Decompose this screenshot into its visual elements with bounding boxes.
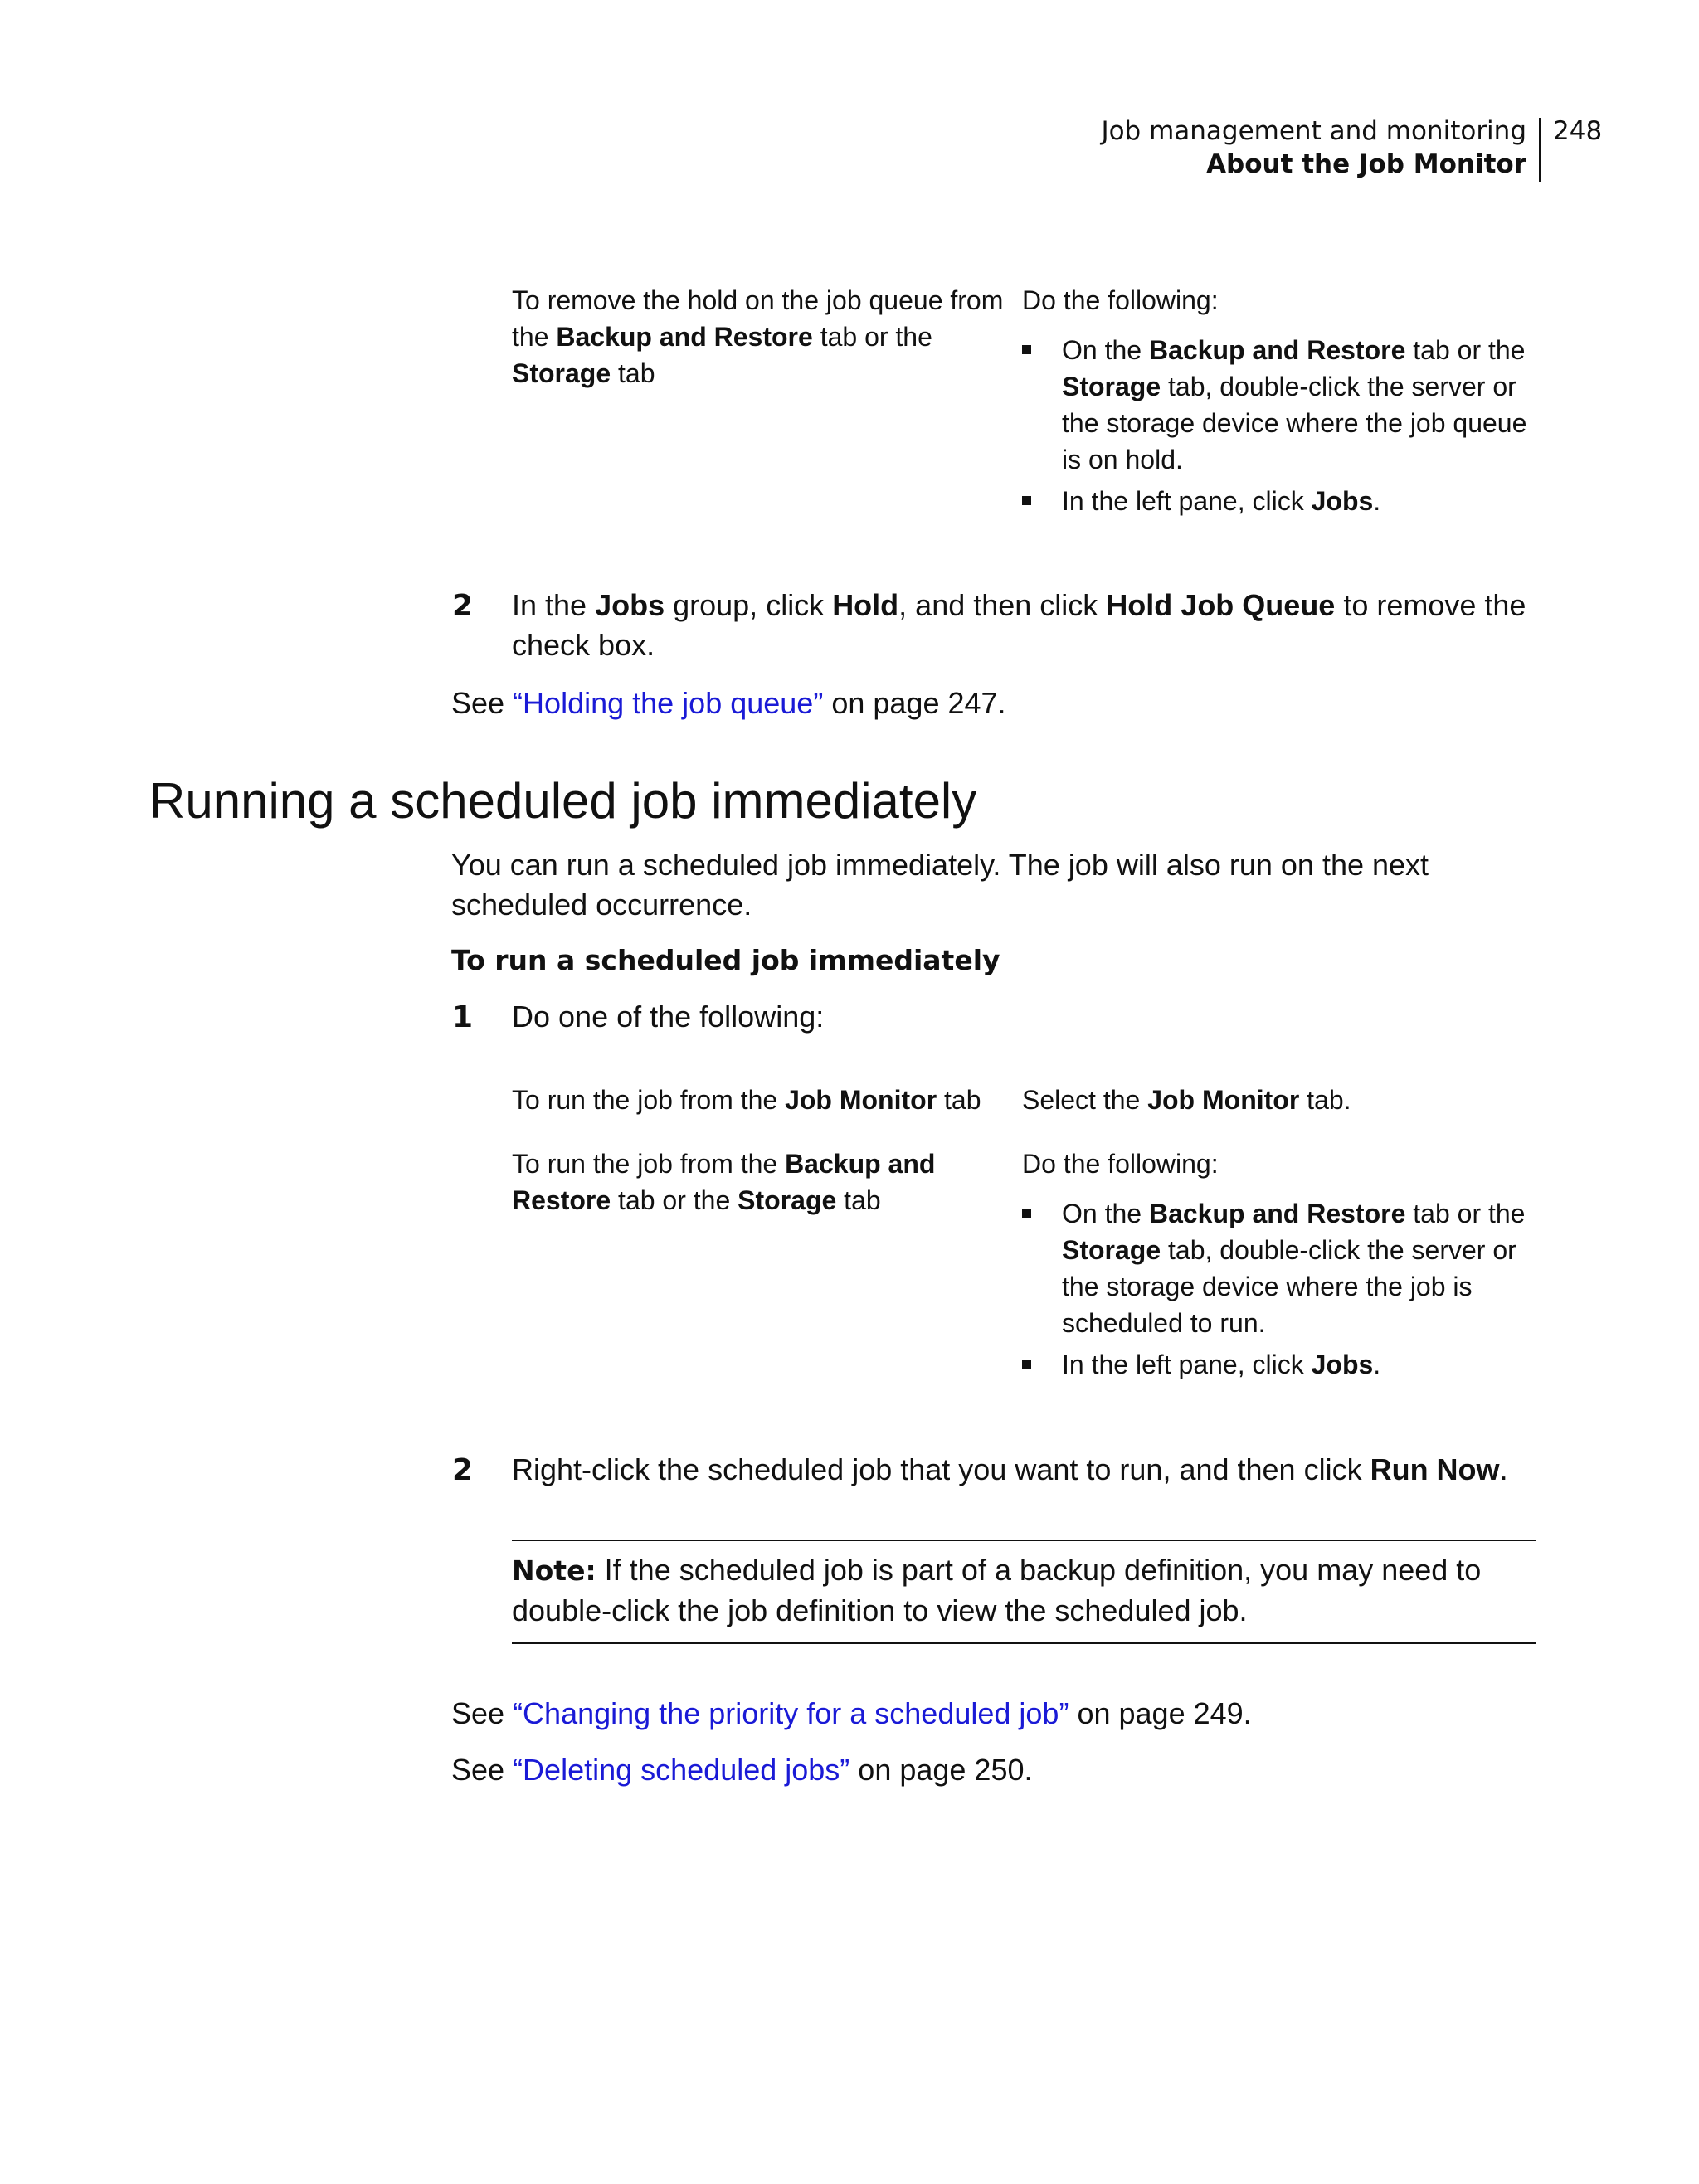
step-text: to remove the check box. bbox=[512, 588, 1526, 662]
bullet-bold: Backup and Restore bbox=[1148, 335, 1406, 365]
table2-row2-right bbox=[1022, 1146, 1536, 1388]
table1-left-text: To remove the hold on the job queue from the bbox=[512, 285, 1004, 352]
cell-bold: Job Monitor bbox=[1147, 1085, 1300, 1115]
table2-row1-right bbox=[1022, 1082, 1536, 1118]
step-bold: Run Now bbox=[1370, 1452, 1500, 1486]
step-text: , and then click bbox=[898, 588, 1107, 622]
see-prefix: See bbox=[451, 686, 514, 720]
cell-text: tab bbox=[836, 1185, 881, 1215]
step-text: group, click bbox=[665, 588, 833, 622]
table2-bullet-list bbox=[1022, 1195, 1536, 1383]
step-2-text bbox=[512, 586, 1541, 665]
bullet-text: tab or the bbox=[1405, 1199, 1526, 1228]
table1-left-bold: Backup and Restore bbox=[556, 322, 813, 352]
header-section: About the Job Monitor bbox=[1206, 149, 1526, 179]
bullet-text: In the left pane, click bbox=[1062, 486, 1312, 516]
bullet-bold: Jobs bbox=[1311, 486, 1374, 516]
bullet-text: In the left pane, click bbox=[1062, 1350, 1312, 1379]
cross-reference bbox=[451, 1750, 1033, 1790]
step-2-run-text bbox=[512, 1450, 1541, 1490]
see-suffix: on page 250. bbox=[850, 1753, 1033, 1787]
table1-right-intro: Do the following: bbox=[1022, 285, 1219, 315]
see-suffix: on page 249. bbox=[1069, 1696, 1252, 1730]
bullet-square-icon bbox=[1022, 496, 1031, 505]
list-item bbox=[1022, 1346, 1536, 1383]
bullet-text: On the bbox=[1062, 335, 1149, 365]
table1-left-text: tab bbox=[611, 358, 655, 388]
bullet-text: tab or the bbox=[1405, 335, 1526, 365]
cell-text: tab. bbox=[1299, 1085, 1351, 1115]
step-bold: Hold Job Queue bbox=[1106, 588, 1336, 622]
step-text: Right-click the scheduled job that you want to run, and then click bbox=[512, 1452, 1370, 1486]
table1-left-bold: Storage bbox=[512, 358, 611, 388]
step-1-text: Do one of the following: bbox=[512, 1000, 825, 1034]
running-header bbox=[830, 114, 1526, 181]
note-top-rule bbox=[512, 1540, 1536, 1541]
list-item bbox=[1022, 1195, 1536, 1341]
bullet-text: On the bbox=[1062, 1199, 1149, 1228]
table2-row1-left bbox=[512, 1082, 1010, 1118]
table1-left-text: tab or the bbox=[812, 322, 932, 352]
xref-link[interactable]: “Deleting scheduled jobs” bbox=[513, 1753, 850, 1787]
step-number: 2 bbox=[452, 589, 474, 623]
section-title: Running a scheduled job immediately bbox=[149, 773, 977, 829]
step-text: . bbox=[1499, 1452, 1508, 1486]
cross-reference bbox=[451, 683, 1006, 723]
step-text: In the bbox=[512, 588, 596, 622]
bullet-text: tab, double-click the server or the storage device where the job is scheduled to run. bbox=[1062, 1235, 1516, 1338]
xref-link[interactable]: “Holding the job queue” bbox=[513, 686, 824, 720]
cell-text: To run the job from the bbox=[512, 1149, 786, 1179]
note-bottom-rule bbox=[512, 1642, 1536, 1644]
xref-link[interactable]: “Changing the priority for a scheduled job” bbox=[513, 1696, 1069, 1730]
bullet-square-icon bbox=[1022, 1360, 1031, 1369]
cell-text: tab bbox=[937, 1085, 981, 1115]
table1-right-cell bbox=[1022, 282, 1536, 524]
step-number: 2 bbox=[452, 1453, 474, 1487]
table1-bullet-list bbox=[1022, 332, 1536, 519]
note-label: Note: bbox=[512, 1554, 596, 1587]
bullet-text: . bbox=[1373, 1350, 1381, 1379]
see-suffix: on page 247. bbox=[823, 686, 1006, 720]
cell-text: Select the bbox=[1022, 1085, 1148, 1115]
list-item bbox=[1022, 483, 1536, 519]
bullet-text: . bbox=[1373, 486, 1381, 516]
see-prefix: See bbox=[451, 1696, 514, 1730]
cell-bold: Backup and Restore bbox=[512, 1149, 936, 1215]
note-text: If the scheduled job is part of a backup definition, you may need to double-click the job definition to view the scheduled job. bbox=[512, 1553, 1482, 1627]
table2-row2-left bbox=[512, 1146, 976, 1218]
bullet-text: tab, double-click the server or the storage device where the job queue is on hold. bbox=[1062, 372, 1527, 474]
cell-bold: Job Monitor bbox=[785, 1085, 937, 1115]
cell-text: tab or the bbox=[611, 1185, 738, 1215]
bullet-bold: Storage bbox=[1062, 372, 1161, 401]
note-box bbox=[512, 1550, 1532, 1631]
bullet-bold: Backup and Restore bbox=[1148, 1199, 1406, 1228]
see-prefix: See bbox=[451, 1753, 514, 1787]
page-number: 248 bbox=[1553, 116, 1603, 146]
step-bold: Hold bbox=[832, 588, 899, 622]
bullet-square-icon bbox=[1022, 345, 1031, 354]
cell-bold: Storage bbox=[738, 1185, 837, 1215]
section-intro: You can run a scheduled job immediately. The job will also run on the next scheduled occurrence. bbox=[451, 848, 1429, 922]
table1-left-cell bbox=[512, 282, 1010, 392]
bullet-square-icon bbox=[1022, 1209, 1031, 1218]
procedure-title: To run a scheduled job immediately bbox=[451, 944, 1000, 976]
list-item bbox=[1022, 332, 1536, 478]
header-divider bbox=[1539, 118, 1541, 182]
step-bold: Jobs bbox=[595, 588, 665, 622]
header-chapter: Job management and monitoring bbox=[1101, 116, 1526, 146]
bullet-bold: Storage bbox=[1062, 1235, 1161, 1265]
step-number: 1 bbox=[452, 1000, 474, 1034]
cross-reference bbox=[451, 1694, 1252, 1734]
bullet-bold: Jobs bbox=[1311, 1350, 1374, 1379]
table2-right-intro: Do the following: bbox=[1022, 1149, 1219, 1179]
cell-text: To run the job from the bbox=[512, 1085, 786, 1115]
